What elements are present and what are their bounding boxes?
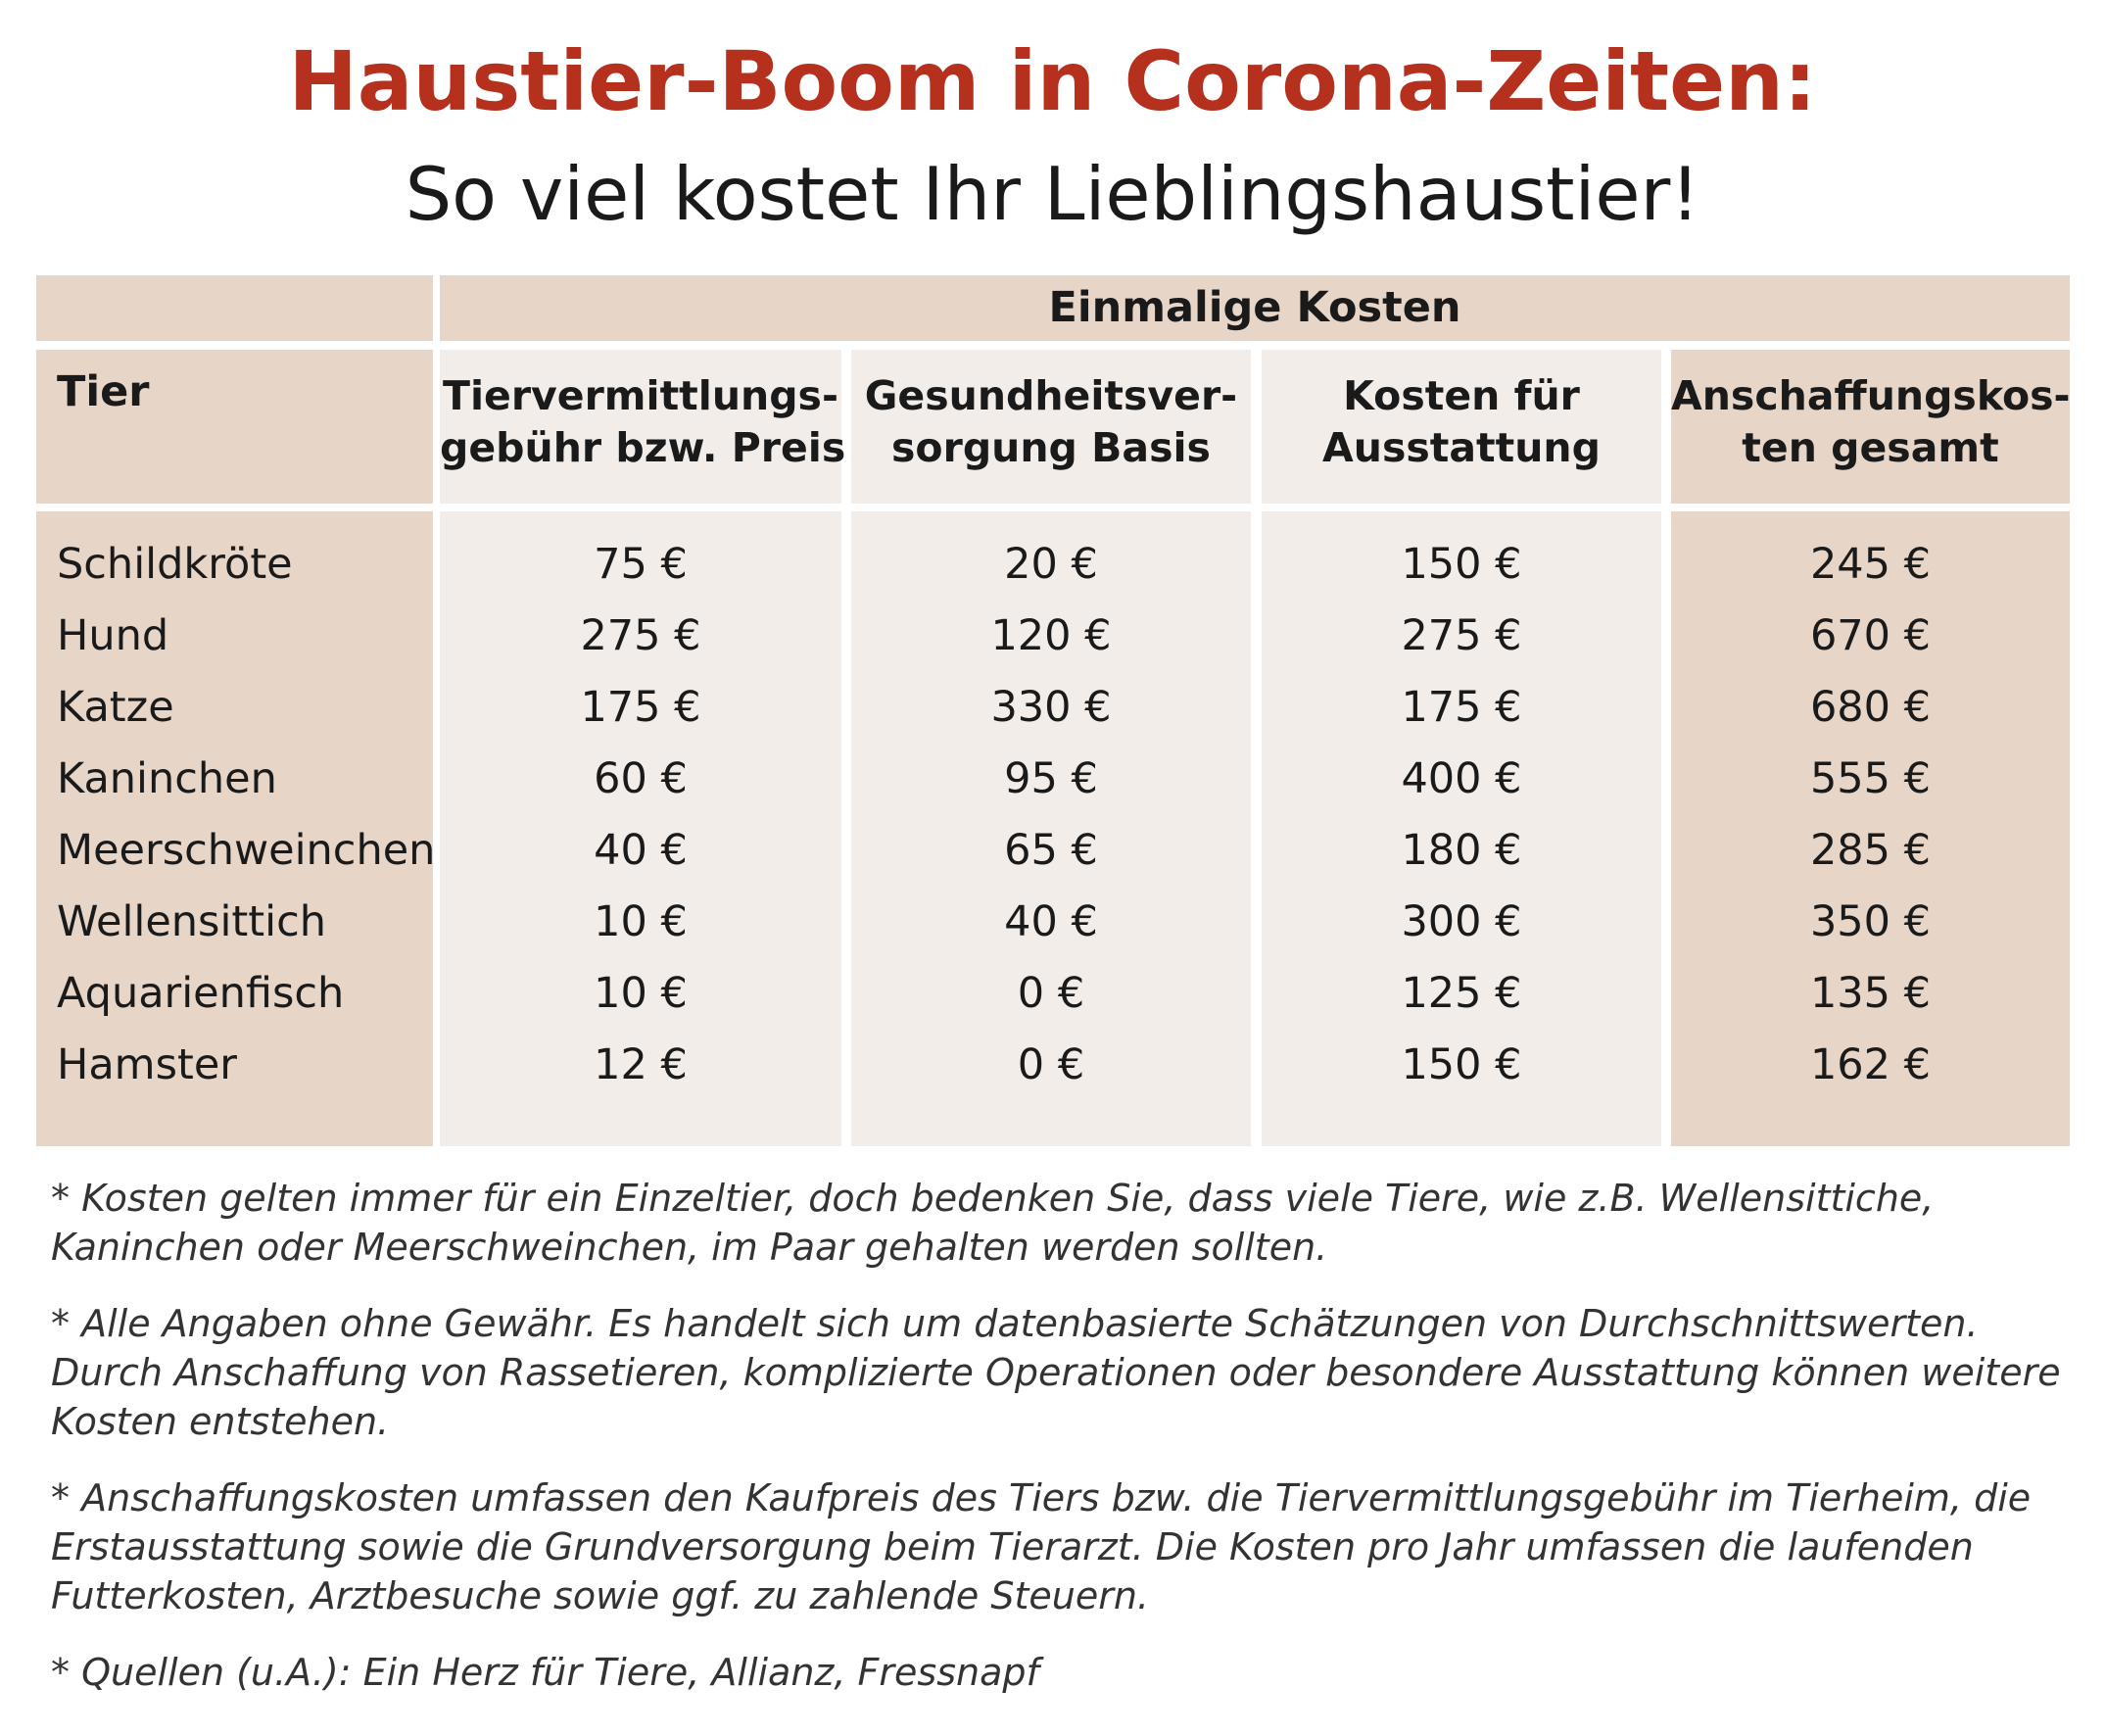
row-value-ausstattung: 180 € bbox=[1401, 826, 1522, 875]
column-header-ausstattung bbox=[1262, 370, 1661, 474]
footnotes bbox=[51, 1174, 2069, 1724]
row-value-gesamt: 285 € bbox=[1809, 826, 1932, 875]
row-animal: Meerschweinchen bbox=[57, 826, 436, 875]
row-value-gesamt: 680 € bbox=[1809, 683, 1932, 732]
row-value-gesundheit: 0 € bbox=[1017, 1040, 1085, 1089]
row-value-vermittlung: 12 € bbox=[594, 1040, 688, 1089]
tier-column-header: Tier bbox=[57, 367, 150, 416]
page-title: Haustier-Boom in Corona-Zeiten: bbox=[288, 33, 1817, 129]
row-value-ausstattung: 400 € bbox=[1401, 754, 1522, 803]
row-value-vermittlung: 275 € bbox=[580, 611, 701, 660]
column-header-line: Ausstattung bbox=[1322, 424, 1601, 471]
row-value-ausstattung: 150 € bbox=[1401, 1040, 1522, 1089]
column-header-line: ten gesamt bbox=[1742, 424, 1999, 471]
row-animal: Hamster bbox=[57, 1040, 237, 1089]
row-value-ausstattung: 300 € bbox=[1401, 897, 1522, 946]
row-value-gesamt: 162 € bbox=[1809, 1040, 1932, 1089]
row-value-vermittlung: 10 € bbox=[594, 897, 688, 946]
row-value-ausstattung: 175 € bbox=[1401, 683, 1522, 732]
page-subtitle: So viel kostet Ihr Lieblingshaustier! bbox=[405, 151, 1700, 237]
column-header-line: sorgung Basis bbox=[891, 424, 1211, 471]
group-header-label: Einmalige Kosten bbox=[1048, 283, 1461, 332]
footnote-cost-definition: * Anschaffungskosten umfassen den Kaufpreis des Tiers bzw. die Tiervermittlungsgebühr im Tierheim, die Erstausstattung sowie die Grundversorgung beim Tierarzt. Die Kosten pro Jahr umfassen die laufenden Futterkosten, Arztbesuche sowie ggf. zu zahlende Steuern. bbox=[51, 1476, 2032, 1617]
row-value-ausstattung: 275 € bbox=[1401, 611, 1522, 660]
row-animal: Schildkröte bbox=[57, 540, 293, 589]
row-value-gesundheit: 120 € bbox=[990, 611, 1112, 660]
row-value-gesamt: 555 € bbox=[1809, 754, 1932, 803]
row-value-vermittlung: 175 € bbox=[580, 683, 701, 732]
row-value-gesamt: 135 € bbox=[1809, 969, 1932, 1018]
row-value-vermittlung: 40 € bbox=[594, 826, 688, 875]
column-header-gesundheit bbox=[851, 370, 1251, 474]
row-value-gesamt: 350 € bbox=[1809, 897, 1932, 946]
column-header-line: Tiervermittlungs- bbox=[443, 372, 838, 419]
column-header-line: Gesundheitsver- bbox=[864, 372, 1238, 419]
row-value-gesundheit: 20 € bbox=[1004, 540, 1098, 589]
row-value-gesundheit: 0 € bbox=[1017, 969, 1085, 1018]
row-value-ausstattung: 150 € bbox=[1401, 540, 1522, 589]
table-corner-cell bbox=[36, 275, 433, 341]
row-animal: Wellensittich bbox=[57, 897, 326, 946]
column-header-line: gebühr bzw. Preis bbox=[440, 424, 846, 471]
row-value-gesundheit: 330 € bbox=[990, 683, 1112, 732]
row-value-ausstattung: 125 € bbox=[1401, 969, 1522, 1018]
row-value-gesamt: 245 € bbox=[1809, 540, 1932, 589]
row-value-vermittlung: 10 € bbox=[594, 969, 688, 1018]
row-value-vermittlung: 75 € bbox=[594, 540, 688, 589]
footnote-sources: * Quellen (u.A.): Ein Herz für Tiere, Allianz, Fressnapf bbox=[51, 1651, 1039, 1694]
footnote-single-animal: * Kosten gelten immer für ein Einzeltier, doch bedenken Sie, dass viele Tiere, wie z.B. Wellensittiche, Kaninchen oder Meerschweinchen, im Paar gehalten werden sollten. bbox=[51, 1177, 1935, 1269]
column-header-line: Anschaffungskos- bbox=[1671, 372, 2071, 419]
row-animal: Kaninchen bbox=[57, 754, 277, 803]
column-header-line: Kosten für bbox=[1343, 372, 1580, 419]
row-animal: Aquarienfisch bbox=[57, 969, 345, 1018]
row-value-vermittlung: 60 € bbox=[594, 754, 688, 803]
row-value-gesundheit: 40 € bbox=[1004, 897, 1098, 946]
column-header-vermittlung bbox=[440, 370, 846, 474]
row-value-gesundheit: 65 € bbox=[1004, 826, 1098, 875]
row-value-gesundheit: 95 € bbox=[1004, 754, 1098, 803]
row-value-gesamt: 670 € bbox=[1809, 611, 1932, 660]
row-animal: Katze bbox=[57, 683, 174, 732]
footnote-disclaimer: * Alle Angaben ohne Gewähr. Es handelt sich um datenbasierte Schätzungen von Durchschnittswerten. Durch Anschaffung von Rassetieren, komplizierte Operationen oder besondere Ausstattung können weitere Kosten entstehen. bbox=[51, 1302, 2061, 1443]
column-header-gesamt bbox=[1671, 370, 2070, 474]
row-animal: Hund bbox=[57, 611, 169, 660]
